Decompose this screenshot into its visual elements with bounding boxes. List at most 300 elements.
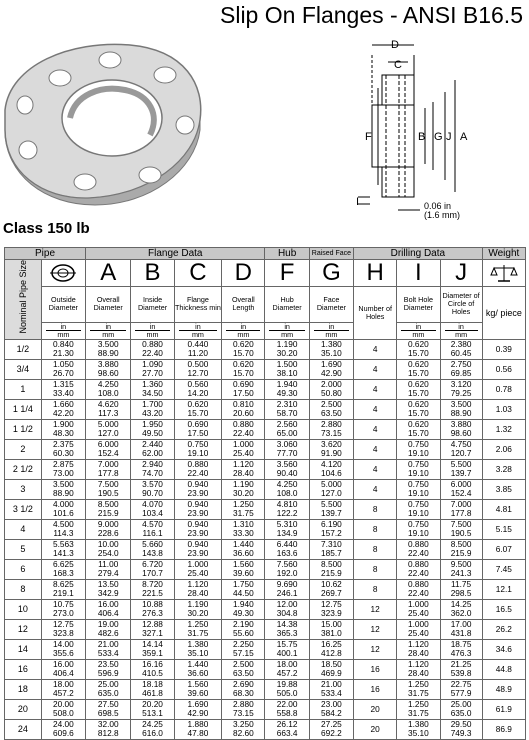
value-cell	[131, 539, 174, 559]
value-in: 0.940	[187, 499, 209, 510]
desc-circle-of-holes: Diameter of Circle of Holes	[440, 287, 482, 323]
value-in: 8.500	[97, 499, 119, 510]
nps-cell: 20	[5, 699, 42, 719]
value-in: 4.750	[450, 439, 472, 450]
value-mm: 279.4	[97, 568, 119, 579]
weight-cell: 5.15	[482, 519, 525, 539]
value-cell	[86, 599, 131, 619]
value-cell	[222, 419, 265, 439]
value-in: 0.620	[408, 399, 429, 410]
value-cell	[309, 659, 353, 679]
value-in: 0.560	[187, 379, 209, 390]
desc-overall-diameter: Overall Diameter	[86, 287, 131, 323]
value-mm: 584.2	[321, 708, 342, 719]
letter-c: C	[174, 260, 222, 287]
value-cell	[174, 579, 222, 599]
letter-h: H	[354, 260, 397, 287]
value-in: 1.050	[53, 359, 74, 370]
desc-row	[5, 287, 526, 323]
value-mm: 63.50	[321, 408, 342, 419]
nps-cell: 1	[5, 379, 42, 399]
value-mm: 69.85	[450, 368, 472, 379]
letter-f: F	[265, 260, 309, 287]
table-row	[5, 719, 526, 739]
value-mm: 152.4	[450, 488, 472, 499]
value-in: 16.00	[53, 659, 74, 670]
weight-cell: 0.39	[482, 339, 525, 359]
value-mm: 461.8	[142, 688, 163, 699]
desc-inside-diameter: Inside Diameter	[131, 287, 174, 323]
value-in: 23.00	[321, 699, 342, 710]
value-in: 7.500	[97, 479, 119, 490]
circle-cell	[440, 459, 482, 479]
value-mm: 15.70	[408, 428, 429, 439]
value-in: 5.000	[97, 419, 119, 430]
value-in: 4.120	[321, 459, 342, 470]
value-mm: 276.3	[142, 608, 163, 619]
value-in: 1.000	[408, 619, 429, 630]
value-cell	[265, 479, 309, 499]
value-mm: 25.40	[408, 608, 429, 619]
value-cell	[265, 579, 309, 599]
value-mm: 49.30	[232, 608, 254, 619]
value-cell	[222, 719, 265, 739]
nps-cell: 1 1/2	[5, 419, 42, 439]
value-cell	[222, 339, 265, 359]
value-mm: 22.40	[187, 468, 209, 479]
value-mm: 558.8	[276, 708, 298, 719]
value-mm: 28.40	[187, 588, 209, 599]
value-in: 2.310	[276, 399, 298, 410]
value-in: 1.880	[187, 719, 209, 730]
value-mm: 25.40	[232, 448, 254, 459]
value-cell	[222, 619, 265, 639]
value-in: 10.00	[97, 539, 119, 550]
value-mm: 47.80	[187, 728, 209, 739]
circle-cell	[440, 539, 482, 559]
value-in: 0.880	[408, 539, 429, 550]
holes-cell: 16	[354, 659, 397, 679]
desc-overall-length: Overall Length	[222, 287, 265, 323]
nps-cell: 10	[5, 599, 42, 619]
dim-g-label: G	[434, 131, 443, 143]
value-mm: 616.0	[142, 728, 163, 739]
value-in: 8.625	[53, 579, 74, 590]
value-mm: 22.40	[142, 348, 163, 359]
value-cell	[222, 599, 265, 619]
value-mm: 635.0	[450, 708, 472, 719]
value-mm: 139.7	[321, 508, 342, 519]
value-mm: 38.10	[276, 368, 298, 379]
value-cell	[265, 539, 309, 559]
value-mm: 23.90	[187, 548, 209, 559]
value-mm: 91.90	[321, 448, 342, 459]
value-mm: 25.40	[187, 568, 209, 579]
holes-cell: 20	[354, 699, 397, 719]
value-cell	[131, 619, 174, 639]
unit-cell: in mm	[265, 322, 309, 339]
value-in: 1.250	[408, 699, 429, 710]
dim-a-label: A	[460, 131, 468, 143]
value-cell	[265, 559, 309, 579]
value-mm: 49.30	[276, 388, 298, 399]
value-cell	[222, 679, 265, 699]
value-in: 14.14	[142, 639, 163, 650]
nps-cell: 18	[5, 679, 42, 699]
value-mm: 28.40	[408, 648, 429, 659]
value-mm: 73.15	[232, 708, 254, 719]
value-cell	[86, 399, 131, 419]
value-in: 3.500	[450, 399, 472, 410]
value-in: 1.250	[232, 499, 254, 510]
value-in: 1.190	[187, 599, 209, 610]
value-cell	[41, 399, 85, 419]
value-cell	[41, 359, 85, 379]
value-cell	[174, 399, 222, 419]
class-label: Class 150 lb	[3, 220, 90, 237]
holes-cell: 8	[354, 579, 397, 599]
value-in: 5.000	[321, 479, 342, 490]
dim-j-label: J	[446, 131, 452, 143]
weight-cell: 1.32	[482, 419, 525, 439]
value-cell	[222, 439, 265, 459]
value-mm: 73.15	[321, 428, 342, 439]
circle-cell	[440, 339, 482, 359]
value-in: 10.62	[321, 579, 342, 590]
value-mm: 116.1	[142, 528, 163, 539]
value-in: 1.560	[232, 559, 254, 570]
flange-cross-section	[358, 45, 455, 210]
group-drilling: Drilling Data	[354, 248, 483, 260]
value-in: 1.500	[276, 359, 298, 370]
bolt-cell	[397, 459, 440, 479]
holes-cell: 8	[354, 559, 397, 579]
value-in: 4.070	[142, 499, 163, 510]
nps-cell: 6	[5, 559, 42, 579]
value-cell	[174, 519, 222, 539]
weight-cell: 0.56	[482, 359, 525, 379]
value-mm: 39.60	[232, 568, 254, 579]
value-mm: 698.5	[97, 708, 119, 719]
bolt-cell	[397, 519, 440, 539]
value-mm: 79.25	[450, 388, 472, 399]
value-in: 2.750	[450, 359, 472, 370]
value-cell	[309, 719, 353, 739]
value-cell	[265, 339, 309, 359]
value-mm: 143.8	[142, 548, 163, 559]
value-in: 2.880	[321, 419, 342, 430]
circle-cell	[440, 619, 482, 639]
circle-cell	[440, 599, 482, 619]
value-mm: 49.50	[142, 428, 163, 439]
value-cell	[86, 359, 131, 379]
value-mm: 749.3	[450, 728, 472, 739]
value-cell	[86, 619, 131, 639]
value-cell	[41, 719, 85, 739]
value-mm: 342.9	[97, 588, 119, 599]
holes-cell: 4	[354, 439, 397, 459]
value-in: 25.00	[97, 679, 119, 690]
value-mm: 60.30	[53, 448, 74, 459]
nps-cell: 8	[5, 579, 42, 599]
value-in: 6.440	[276, 539, 298, 550]
value-cell	[265, 679, 309, 699]
value-cell	[309, 519, 353, 539]
value-in: 6.000	[450, 479, 472, 490]
flange-data-table	[4, 247, 526, 740]
value-cell	[131, 359, 174, 379]
value-cell	[309, 559, 353, 579]
value-cell	[265, 699, 309, 719]
value-cell	[86, 519, 131, 539]
weight-cell: 86.9	[482, 719, 525, 739]
group-weight: Weight	[482, 248, 525, 260]
value-cell	[131, 499, 174, 519]
value-in: 0.750	[408, 459, 429, 470]
value-cell	[174, 699, 222, 719]
value-mm: 30.20	[187, 608, 209, 619]
dim-c-label: C	[394, 59, 402, 71]
value-in: 10.75	[53, 599, 74, 610]
value-in: 5.563	[53, 539, 74, 550]
nps-cell: 2	[5, 439, 42, 459]
value-mm: 533.4	[321, 688, 342, 699]
weight-cell: 48.9	[482, 679, 525, 699]
value-mm: 42.90	[321, 368, 342, 379]
table-row	[5, 359, 526, 379]
nps-cell: 12	[5, 619, 42, 639]
value-cell	[131, 699, 174, 719]
table-row	[5, 659, 526, 679]
holes-cell: 12	[354, 599, 397, 619]
value-cell	[174, 499, 222, 519]
holes-cell: 4	[354, 479, 397, 499]
value-mm: 35.10	[408, 728, 429, 739]
circle-cell	[440, 719, 482, 739]
value-in: 6.720	[142, 559, 163, 570]
nps-cell: 4	[5, 519, 42, 539]
nps-cell: 3 1/2	[5, 499, 42, 519]
value-cell	[41, 479, 85, 499]
bolt-cell	[397, 419, 440, 439]
value-cell	[86, 499, 131, 519]
value-mm: 365.3	[276, 628, 298, 639]
value-mm: 108.0	[97, 388, 119, 399]
value-mm: 63.50	[232, 668, 254, 679]
value-cell	[174, 479, 222, 499]
table-row	[5, 519, 526, 539]
value-in: 1.700	[142, 399, 163, 410]
value-mm: 82.60	[232, 728, 254, 739]
value-in: 0.880	[187, 459, 209, 470]
weight-unit: kg/ piece	[482, 287, 525, 340]
weight-cell: 0.78	[482, 379, 525, 399]
circle-cell	[440, 679, 482, 699]
note-mm: (1.6 mm)	[424, 210, 460, 220]
table-row	[5, 599, 526, 619]
value-mm: 12.70	[187, 368, 209, 379]
value-cell	[86, 679, 131, 699]
value-mm: 134.9	[276, 528, 298, 539]
value-mm: 36.60	[232, 548, 254, 559]
value-in: 19.00	[97, 619, 119, 630]
value-in: 0.750	[408, 499, 429, 510]
value-cell	[265, 659, 309, 679]
value-cell	[41, 579, 85, 599]
value-in: 1.000	[232, 439, 254, 450]
value-in: 27.25	[321, 719, 342, 730]
value-in: 3.620	[321, 439, 342, 450]
value-in: 23.50	[97, 659, 119, 670]
value-in: 0.840	[53, 339, 74, 350]
value-in: 2.250	[232, 639, 254, 650]
table-row	[5, 699, 526, 719]
value-cell	[86, 659, 131, 679]
value-cell	[265, 439, 309, 459]
value-in: 18.18	[142, 679, 163, 690]
value-in: 1.950	[142, 419, 163, 430]
value-mm: 28.40	[408, 668, 429, 679]
value-mm: 431.8	[450, 628, 472, 639]
value-in: 2.875	[53, 459, 74, 470]
value-mm: 35.10	[187, 648, 209, 659]
weight-cell: 26.2	[482, 619, 525, 639]
value-cell	[131, 479, 174, 499]
bolt-cell	[397, 579, 440, 599]
value-in: 0.690	[232, 379, 254, 390]
value-mm: 457.2	[53, 688, 74, 699]
value-mm: 27.70	[142, 368, 163, 379]
value-cell	[222, 539, 265, 559]
value-mm: 50.80	[321, 388, 342, 399]
value-in: 18.50	[321, 659, 342, 670]
weight-cell: 12.1	[482, 579, 525, 599]
value-mm: 219.1	[53, 588, 74, 599]
value-in: 6.000	[97, 439, 119, 450]
bolt-cell	[397, 679, 440, 699]
value-in: 7.000	[450, 499, 472, 510]
weight-cell: 4.81	[482, 499, 525, 519]
value-mm: 26.70	[53, 368, 74, 379]
bolt-cell	[397, 339, 440, 359]
value-mm: 170.7	[142, 568, 163, 579]
value-mm: 55.60	[232, 628, 254, 639]
value-cell	[309, 499, 353, 519]
desc-number-of-holes: Number of Holes	[354, 287, 397, 340]
value-in: 7.000	[97, 459, 119, 470]
value-in: 5.500	[321, 499, 342, 510]
value-cell	[41, 599, 85, 619]
value-mm: 157.2	[321, 528, 342, 539]
holes-cell: 4	[354, 459, 397, 479]
holes-cell: 4	[354, 399, 397, 419]
value-in: 22.75	[450, 679, 472, 690]
value-cell	[265, 419, 309, 439]
value-in: 1.690	[321, 359, 342, 370]
value-mm: 273.0	[53, 608, 74, 619]
value-cell	[222, 359, 265, 379]
value-cell	[131, 719, 174, 739]
value-in: 7.560	[276, 559, 298, 570]
table-row	[5, 639, 526, 659]
value-mm: 73.00	[53, 468, 74, 479]
value-mm: 298.5	[450, 588, 472, 599]
value-cell	[174, 619, 222, 639]
value-in: 0.750	[408, 519, 429, 530]
value-in: 0.880	[408, 559, 429, 570]
value-mm: 90.70	[142, 488, 163, 499]
weight-cell: 3.85	[482, 479, 525, 499]
value-mm: 11.20	[187, 348, 208, 359]
value-cell	[309, 379, 353, 399]
value-cell	[174, 439, 222, 459]
value-cell	[222, 639, 265, 659]
value-cell	[41, 619, 85, 639]
value-mm: 15.70	[408, 368, 429, 379]
value-mm: 410.5	[142, 668, 163, 679]
value-cell	[131, 679, 174, 699]
value-in: 4.570	[142, 519, 163, 530]
value-cell	[131, 439, 174, 459]
value-cell	[174, 639, 222, 659]
holes-cell: 12	[354, 639, 397, 659]
circle-cell	[440, 579, 482, 599]
value-in: 0.940	[187, 479, 209, 490]
value-in: 1.440	[187, 659, 209, 670]
bolt-cell	[397, 699, 440, 719]
unit-cell: in mm	[222, 322, 265, 339]
value-in: 19.88	[276, 679, 298, 690]
value-mm: 30.20	[232, 488, 254, 499]
value-cell	[41, 639, 85, 659]
value-cell	[174, 679, 222, 699]
value-mm: 381.0	[321, 628, 342, 639]
value-cell	[41, 699, 85, 719]
holes-cell: 16	[354, 679, 397, 699]
value-mm: 14.20	[187, 388, 209, 399]
value-mm: 482.6	[97, 628, 119, 639]
value-mm: 327.1	[142, 628, 163, 639]
desc-face-diameter: Face Diameter	[309, 287, 353, 323]
weight-cell: 61.9	[482, 699, 525, 719]
bolt-cell	[397, 399, 440, 419]
desc-flange-thickness: Flange Thickness min	[174, 287, 222, 323]
value-mm: 141.3	[53, 548, 74, 559]
value-cell	[174, 419, 222, 439]
value-in: 12.88	[142, 619, 163, 630]
value-in: 5.660	[142, 539, 163, 550]
value-cell	[265, 379, 309, 399]
holes-cell: 4	[354, 419, 397, 439]
nps-cell: 3/4	[5, 359, 42, 379]
value-in: 0.620	[232, 359, 254, 370]
desc-hub-diameter: Hub Diameter	[265, 287, 309, 323]
value-cell	[41, 519, 85, 539]
value-in: 2.880	[232, 699, 254, 710]
desc-outside-diameter: Outside Diameter	[41, 287, 85, 323]
value-in: 10.88	[142, 599, 163, 610]
bolt-cell	[397, 379, 440, 399]
value-mm: 88.90	[97, 348, 119, 359]
table-row	[5, 379, 526, 399]
value-in: 9.500	[450, 559, 472, 570]
value-mm: 177.8	[450, 508, 472, 519]
value-cell	[41, 539, 85, 559]
value-mm: 15.70	[232, 368, 254, 379]
value-cell	[265, 399, 309, 419]
circle-cell	[440, 359, 482, 379]
value-mm: 533.4	[97, 648, 119, 659]
